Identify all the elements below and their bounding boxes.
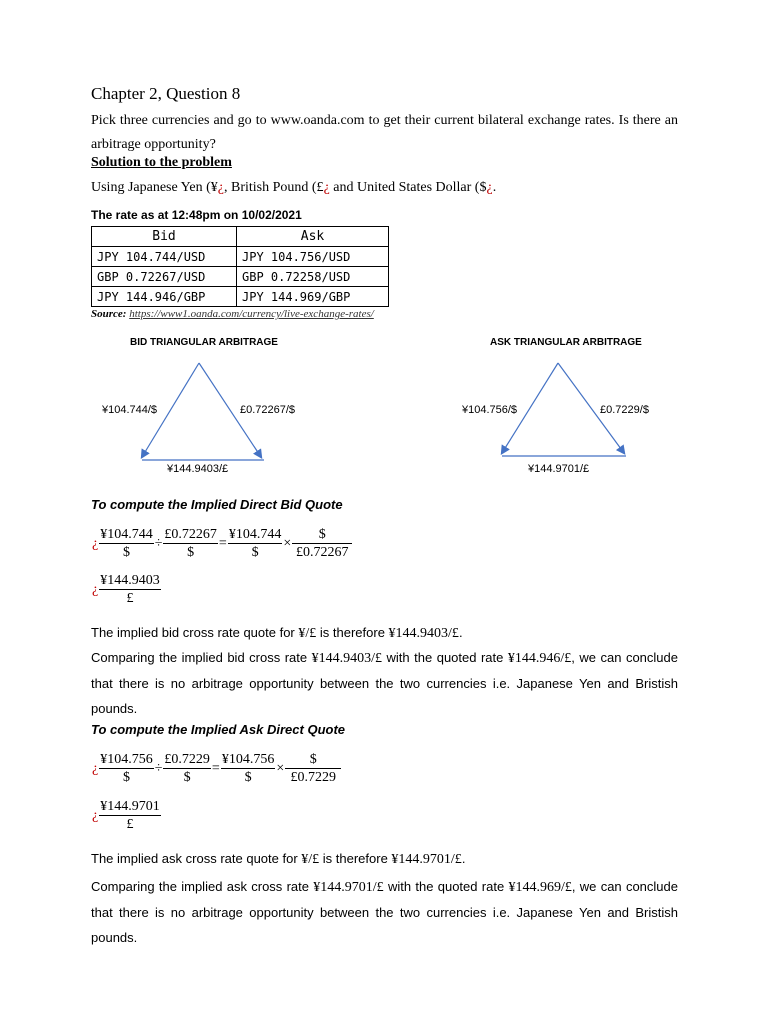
ask-equation-2 xyxy=(91,798,161,833)
bid-equation-2 xyxy=(91,572,161,607)
intro-part-3: and United States Dollar ($ xyxy=(329,180,487,195)
fraction: $\frac{¥104.756}{\$}$ xyxy=(221,752,275,785)
bid-equation-1: ¿ $\frac{¥104.744}{\$}$ ÷ $\frac{£0.72267}{\$}$ = $\frac{¥104.744}{\$}$ × $\frac{\$}{£0.72267}$ xyxy=(91,526,352,561)
bid-implied-text: The implied bid cross rate quote for ¥/£ is therefore ¥144.9403/£. xyxy=(91,625,463,641)
intro-part-4: . xyxy=(492,180,497,195)
ask-comparison-text: Comparing the implied ask cross rate ¥144.9701/£ with the quoted rate ¥144.969/£, we can conclude that there is no arbitrage opportunity between the two currencies i.e. Japanese Yen and Bristish pounds. xyxy=(91,879,678,945)
fraction: $\frac{£0.7229}{\$}$ xyxy=(164,752,210,785)
bid-right-label: £0.72267/$ xyxy=(240,404,296,416)
broken-glyph: ¿ xyxy=(92,581,99,597)
bid-diagram-title: BID TRIANGULAR ARBITRAGE xyxy=(130,337,278,348)
ask-right-label: £0.7229/$ xyxy=(600,404,649,416)
ask-implied-text: The implied ask cross rate quote for ¥/£ is therefore ¥144.9701/£. xyxy=(91,851,466,867)
column-header-ask: Ask xyxy=(237,227,389,247)
source-line xyxy=(91,308,374,320)
bid-cell: JPY 104.744/USD xyxy=(92,247,237,267)
ask-equation-1: ¿ $\frac{¥104.756}{\$}$ ÷ $\frac{£0.7229}{\$}$ = $\frac{¥104.756}{\$}$ × $\frac{\$}{£0.7229}$ xyxy=(91,751,341,786)
table-row xyxy=(92,287,389,307)
fraction: $\frac{¥104.744}{\$}$ xyxy=(228,527,282,560)
intro-part-2: , British Pound (£ xyxy=(223,180,324,195)
bid-bottom-label: ¥144.9403/£ xyxy=(167,463,229,475)
intro-part-1: Using Japanese Yen (¥ xyxy=(91,180,218,195)
broken-glyph: ¿ xyxy=(486,180,493,195)
fraction: $\frac{\$}{£0.7229}$ xyxy=(285,751,341,786)
ask-diagram-title: ASK TRIANGULAR ARBITRAGE xyxy=(490,337,642,348)
fraction: $\frac{¥104.756}{\$}$ xyxy=(100,752,153,785)
bid-left-label: ¥104.744/$ xyxy=(102,404,158,416)
bid-cell: JPY 144.946/GBP xyxy=(92,287,237,307)
ask-left-label: ¥104.756/$ xyxy=(462,404,518,416)
rates-table xyxy=(91,226,389,307)
broken-glyph: ¿ xyxy=(92,535,99,551)
broken-glyph: ¿ xyxy=(92,760,99,776)
solution-heading: Solution to the problem xyxy=(91,155,232,170)
bid-section-heading: To compute the Implied Direct Bid Quote xyxy=(91,497,343,512)
currencies-intro xyxy=(91,180,496,196)
column-header-bid: Bid xyxy=(92,227,237,247)
rate-heading: The rate as at 12:48pm on 10/02/2021 xyxy=(91,208,302,222)
ask-cell: JPY 144.969/GBP xyxy=(237,287,389,307)
fraction: $\frac{£0.72267}{\$}$ xyxy=(164,527,217,560)
chapter-title: Chapter 2, Question 8 xyxy=(91,84,241,103)
question-text: Pick three currencies and go to www.oanda.com to get their current bilateral exchange rates. Is there an arbitrage opportunity? xyxy=(91,113,678,152)
table-row xyxy=(92,267,389,287)
fraction: $\frac{¥104.744}{\$}$ xyxy=(100,527,153,560)
ask-bottom-label: ¥144.9701/£ xyxy=(528,463,590,475)
broken-glyph: ¿ xyxy=(92,807,99,823)
fraction: $\frac{¥144.9701}{£}$ xyxy=(100,799,160,832)
broken-glyph: ¿ xyxy=(217,180,224,195)
fraction: $\frac{\$}{£0.72267}$ xyxy=(292,526,352,561)
source-label: Source: xyxy=(91,308,127,320)
bid-comparison-text: Comparing the implied bid cross rate ¥144.9403/£ with the quoted rate ¥144.946/£, we can conclude that there is no arbitrage opportunity between the two currencies i.e. Japanese Yen and Bristish pounds. xyxy=(91,650,678,716)
ask-cell: JPY 104.756/USD xyxy=(237,247,389,267)
table-row xyxy=(92,247,389,267)
broken-glyph: ¿ xyxy=(323,180,330,195)
table-header-row xyxy=(92,227,389,247)
ask-section-heading: To compute the Implied Ask Direct Quote xyxy=(91,722,346,737)
bid-cell: GBP 0.72267/USD xyxy=(92,267,237,287)
fraction: $\frac{¥144.9403}{£}$ xyxy=(100,573,160,606)
source-link[interactable]: https://www1.oanda.com/currency/live-exchange-rates/ xyxy=(129,308,374,320)
ask-cell: GBP 0.72258/USD xyxy=(237,267,389,287)
